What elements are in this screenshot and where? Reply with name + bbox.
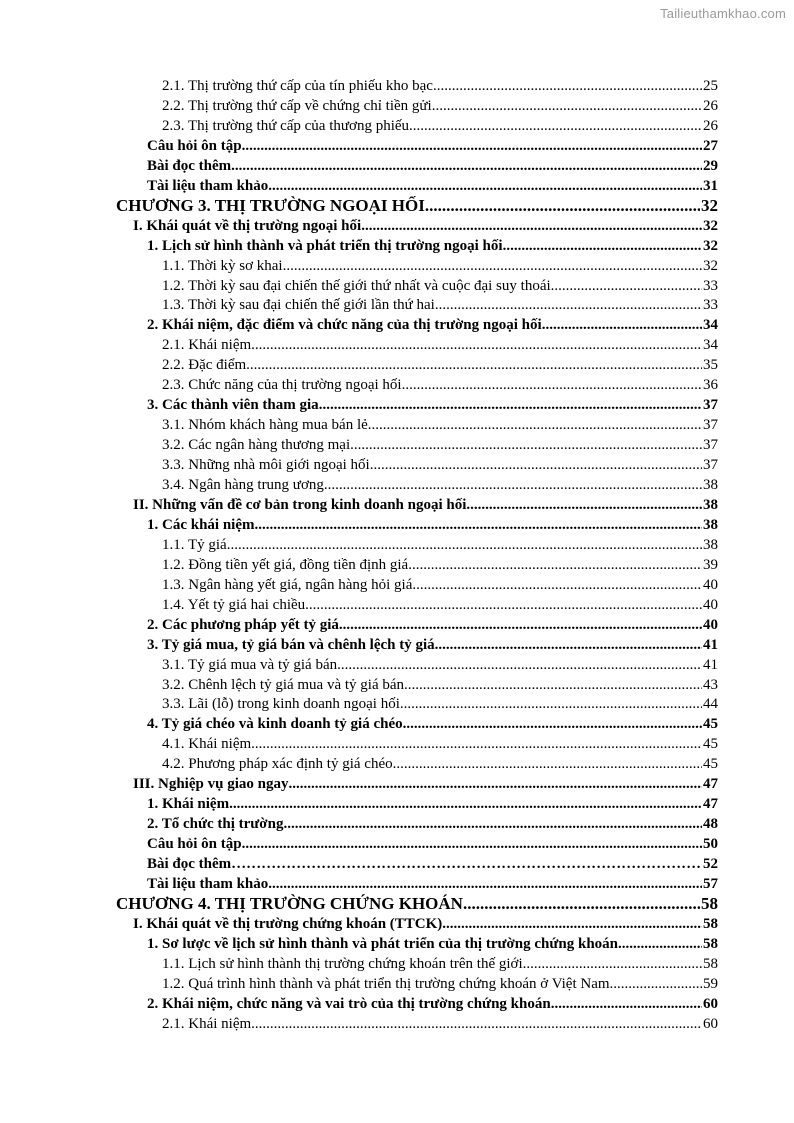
toc-leader-dots [242, 136, 702, 156]
toc-leader-dots [403, 714, 702, 734]
toc-entry-title: 1.3. Thời kỳ sau đại chiến thế giới lần thứ hai [162, 297, 435, 314]
toc-leader-dots [229, 794, 702, 814]
toc-leader-dots [404, 675, 702, 695]
toc-leader-dots [402, 375, 702, 395]
toc-leader-dots [412, 575, 702, 595]
toc-page-number: 25 [703, 78, 718, 94]
toc-entry-title: CHƯƠNG 3. THỊ TRƯỜNG NGOẠI HỐI [116, 195, 425, 215]
toc-entry[interactable] [162, 375, 718, 395]
toc-entry-title: 1.1. Tỷ giá [162, 536, 227, 553]
toc-entry-title: 3.4. Ngân hàng trung ương [162, 477, 324, 493]
toc-page-number: 26 [703, 97, 718, 114]
toc-entry-title: 1. Lịch sử hình thành và phát triển thị trường ngoại hối [147, 237, 503, 254]
toc-entry-title: 2.1. Khái niệm [162, 337, 252, 354]
toc-page-number: 47 [703, 776, 718, 793]
toc-page-number: 45 [703, 756, 718, 773]
toc-page-number: 50 [703, 836, 718, 853]
toc-page-number: 29 [703, 157, 718, 174]
toc-page-number: 45 [703, 716, 718, 733]
toc-entry-title: Bài đọc thêm [147, 856, 232, 873]
toc-page-number: 60 [703, 995, 718, 1012]
toc-page-number: 40 [703, 596, 718, 613]
toc-entry-title: 3.2. Các ngân hàng thương mại [162, 437, 351, 454]
toc-page-number: 60 [703, 1015, 718, 1032]
toc-page-number: 37 [703, 417, 718, 434]
toc-entry-title: I. Khái quát về thị trường chứng khoán (TTCK) [133, 915, 443, 932]
toc-page-number: 44 [703, 696, 718, 713]
toc-entry-title: 1.2. Đồng tiền yết giá, đồng tiền định giá [162, 556, 409, 573]
toc-leader-dots [618, 934, 702, 954]
toc-entry-title: 3.3. Những nhà môi giới ngoại hối [162, 457, 370, 474]
toc-entry-title: 4.2. Phương pháp xác định tỷ giá chéo [162, 756, 393, 773]
toc-page-number: 33 [703, 297, 718, 314]
toc-entry-title: III. Nghiệp vụ giao ngay [133, 776, 289, 793]
toc-entry[interactable] [147, 934, 718, 954]
toc-entry-title: 2. Khái niệm, đặc điểm và chức năng của thị trường ngoại hối [147, 317, 542, 334]
toc-entry[interactable] [162, 355, 718, 375]
toc-leader-dots [268, 176, 702, 196]
toc-entry[interactable] [133, 914, 718, 934]
toc-entry-title: 3. Các thành viên tham gia [147, 397, 319, 414]
toc-entry-title: 1.1. Thời kỳ sơ khai [162, 257, 283, 274]
toc-page-number: 33 [703, 277, 718, 294]
toc-leader-dots [610, 974, 702, 994]
toc-page-number: 58 [701, 893, 718, 913]
toc-page-number: 57 [703, 876, 718, 892]
toc-entry[interactable] [162, 655, 718, 675]
toc-leader-dots [503, 236, 702, 256]
toc-page-number: 37 [703, 397, 718, 414]
toc-leader-dots [435, 635, 702, 655]
toc-page-number: 35 [703, 357, 718, 374]
toc-entry-title: 4.1. Khái niệm [162, 736, 252, 753]
toc-leader-dots [466, 495, 702, 515]
toc-page-number: 32 [703, 257, 718, 274]
toc-entry[interactable] [147, 315, 718, 335]
toc-entry[interactable] [162, 96, 718, 116]
toc-leader-dots [231, 156, 702, 176]
toc-page-number: 41 [703, 636, 718, 653]
toc-entry[interactable] [147, 994, 718, 1014]
toc-leader-dots [251, 335, 702, 355]
toc-leader-dots [350, 435, 702, 455]
toc-leader-dots [246, 355, 702, 375]
toc-leader-dots [432, 96, 702, 116]
toc-leader-dots [433, 76, 702, 96]
toc-page-number: 52 [703, 856, 718, 873]
toc-entry[interactable] [162, 694, 718, 714]
toc-leader-dots [255, 515, 702, 535]
toc-entry[interactable] [133, 216, 718, 236]
toc-entry[interactable] [162, 675, 718, 695]
toc-entry-title: Tài liệu tham khảo [147, 876, 269, 892]
toc-entry[interactable] [147, 714, 718, 734]
toc-entry[interactable] [133, 495, 718, 515]
toc-leader-dots [319, 395, 702, 415]
toc-entry[interactable] [133, 774, 718, 794]
toc-page-number: 58 [703, 915, 718, 932]
toc-entry-title: Bài đọc thêm [147, 157, 232, 174]
toc-entry-title: 2.2. Thị trường thứ cấp về chứng chỉ tiền gửi [162, 97, 432, 114]
toc-leader-dots [409, 116, 702, 136]
toc-entry[interactable] [162, 475, 718, 495]
toc-page-number: 32 [703, 217, 718, 234]
toc-entry-title: 2.2. Đặc điểm [162, 357, 247, 374]
toc-leader-dots [251, 734, 702, 754]
toc-page-number: 36 [703, 377, 718, 394]
toc-page-number: 38 [703, 536, 718, 553]
toc-page-number: 58 [703, 955, 718, 972]
toc-leader-dots [227, 535, 702, 555]
toc-page-number: 32 [701, 195, 718, 215]
toc-leader-dots [442, 914, 702, 934]
toc-leader-dots [463, 894, 700, 914]
toc-leader-dots [551, 994, 702, 1014]
toc-entry[interactable] [162, 415, 718, 435]
toc-entry[interactable] [147, 834, 718, 854]
watermark: Tailieuthamkhao.com [660, 6, 786, 21]
toc-leader-dots [408, 555, 702, 575]
toc-page-number: 41 [703, 656, 718, 673]
toc-leader-dots [251, 1014, 702, 1034]
toc-entry-title: 1. Khái niệm [147, 796, 230, 813]
toc-entry-title: 1.1. Lịch sử hình thành thị trường chứng khoán trên thế giới [162, 955, 523, 972]
toc-page-number: 45 [703, 736, 718, 753]
toc-leader-dots [283, 256, 702, 276]
toc-entry[interactable] [162, 295, 718, 315]
toc-leader-dots [523, 954, 702, 974]
toc-chapter-entry[interactable] [116, 196, 718, 216]
toc-entry[interactable] [147, 515, 718, 535]
toc-entry[interactable] [147, 635, 718, 655]
toc-entry-title: 3.2. Chênh lệch tỷ giá mua và tỷ giá bán [162, 676, 405, 693]
toc-page-number: 47 [703, 796, 718, 813]
toc-entry-title: 1.4. Yết tỷ giá hai chiều [162, 596, 306, 613]
toc-entry[interactable] [162, 535, 718, 555]
toc-entry-title: 2.3. Chức năng của thị trường ngoại hối [162, 377, 402, 394]
toc-leader-dots [551, 276, 702, 296]
toc-entry-title: 1. Sơ lược về lịch sử hình thành và phát triển của thị trường chứng khoán [147, 935, 619, 952]
toc-entry-title: 1.2. Thời kỳ sau đại chiến thế giới thứ nhất và cuộc đại suy thoái [162, 277, 551, 294]
toc-entry-title: 1.2. Quá trình hình thành và phát triển thị trường chứng khoán ở Việt Nam [162, 975, 610, 992]
toc-leader-dots [283, 814, 702, 834]
toc-entry[interactable] [162, 276, 718, 296]
toc-page-number: 26 [703, 117, 718, 134]
toc-entry-title: 3.1. Tỷ giá mua và tỷ giá bán [162, 656, 338, 673]
toc-page-number: 40 [703, 576, 718, 593]
toc-entry-title: 3. Tỷ giá mua, tỷ giá bán và chênh lệch tỷ giá [147, 636, 435, 653]
toc-entry[interactable] [162, 734, 718, 754]
toc-page-number: 58 [703, 935, 718, 952]
toc-entry[interactable] [162, 455, 718, 475]
toc-page-number: 38 [703, 496, 718, 513]
toc-entry-title: 2. Tổ chức thị trường [147, 816, 284, 833]
toc-leader-dots [339, 615, 702, 635]
toc-entry[interactable] [162, 754, 718, 774]
toc-page-number: 31 [703, 177, 718, 194]
toc-entry[interactable] [162, 575, 718, 595]
toc-entry-title: 2.3. Thị trường thứ cấp của thương phiếu [162, 117, 410, 134]
toc-page-number: 32 [703, 237, 718, 254]
toc-entry[interactable] [147, 874, 718, 894]
toc-leader-dots [393, 754, 702, 774]
toc-entry[interactable] [162, 954, 718, 974]
toc-page-number: 27 [703, 137, 718, 154]
toc-entry[interactable] [162, 974, 718, 994]
toc-entry[interactable] [162, 256, 718, 276]
toc-entry[interactable] [147, 156, 718, 176]
toc-leader-dots [242, 834, 702, 854]
toc-entry[interactable] [147, 615, 718, 635]
toc-page-number: 39 [703, 556, 718, 573]
toc-page-number: 40 [703, 616, 718, 633]
toc-entry[interactable] [162, 1014, 718, 1034]
toc-page-number: 48 [703, 816, 718, 833]
toc-entry-title: Câu hỏi ôn tập [147, 836, 242, 853]
toc-leader-dots [231, 854, 702, 874]
toc-entry[interactable] [162, 435, 718, 455]
toc-page-number: 43 [703, 676, 718, 693]
toc-entry[interactable] [162, 595, 718, 615]
toc-page-number: 34 [703, 317, 718, 334]
toc-entry-title: 2. Các phương pháp yết tỷ giá [147, 616, 339, 633]
toc-leader-dots [268, 874, 702, 894]
toc-entry-title: 3.3. Lãi (lỗ) trong kinh doanh ngoại hối [162, 696, 400, 713]
toc-entry[interactable] [147, 176, 718, 196]
toc-page-number: 38 [703, 516, 718, 533]
toc-leader-dots [400, 694, 702, 714]
toc-entry[interactable] [162, 555, 718, 575]
toc-leader-dots [324, 475, 702, 495]
toc-entry-title: 1.3. Ngân hàng yết giá, ngân hàng hỏi giá [162, 576, 413, 593]
toc-leader-dots [370, 455, 702, 475]
toc-entry-title: 3.1. Nhóm khách hàng mua bán lẻ [162, 417, 368, 434]
toc-entry[interactable] [147, 395, 718, 415]
toc-leader-dots [305, 595, 702, 615]
toc-chapter-entry[interactable] [116, 894, 718, 914]
toc-entry[interactable] [147, 136, 718, 156]
toc-entry-title: CHƯƠNG 4. THỊ TRƯỜNG CHỨNG KHOÁN [116, 893, 463, 913]
toc-entry-title: Tài liệu tham khảo [147, 177, 269, 194]
toc-entry-title: II. Những vấn đề cơ bản trong kinh doanh ngoại hối [133, 496, 467, 513]
toc-entry[interactable] [147, 854, 718, 874]
toc-leader-dots [542, 315, 702, 335]
toc-entry-title: I. Khái quát về thị trường ngoại hối [133, 217, 362, 234]
toc-page-number: 59 [703, 975, 718, 992]
toc-entry-title: 2.1. Khái niệm [162, 1015, 252, 1032]
toc-leader-dots [288, 774, 702, 794]
toc-page-number: 38 [703, 477, 718, 493]
toc-leader-dots [435, 295, 702, 315]
toc-leader-dots [337, 655, 702, 675]
toc-page-number: 34 [703, 337, 718, 354]
toc-leader-dots [368, 415, 702, 435]
toc-entry-title: 2. Khái niệm, chức năng và vai trò của thị trường chứng khoán [147, 995, 551, 1012]
toc-entry-title: 1. Các khái niệm [147, 516, 255, 533]
toc-entry[interactable] [162, 335, 718, 355]
toc-entry[interactable] [162, 116, 718, 136]
toc-page-number: 37 [703, 437, 718, 454]
toc-entry[interactable] [147, 794, 718, 814]
toc-leader-dots [361, 216, 702, 236]
toc-entry[interactable] [147, 814, 718, 834]
toc-page-number: 37 [703, 457, 718, 474]
toc-entry[interactable] [162, 76, 718, 96]
toc-entry-title: Câu hỏi ôn tập [147, 137, 242, 154]
toc-entry-title: 4. Tỷ giá chéo và kinh doanh tỷ giá chéo [147, 716, 403, 733]
toc-entry[interactable] [147, 236, 718, 256]
toc-leader-dots [425, 196, 700, 216]
toc-entry-title: 2.1. Thị trường thứ cấp của tín phiếu kho bạc [162, 78, 433, 94]
